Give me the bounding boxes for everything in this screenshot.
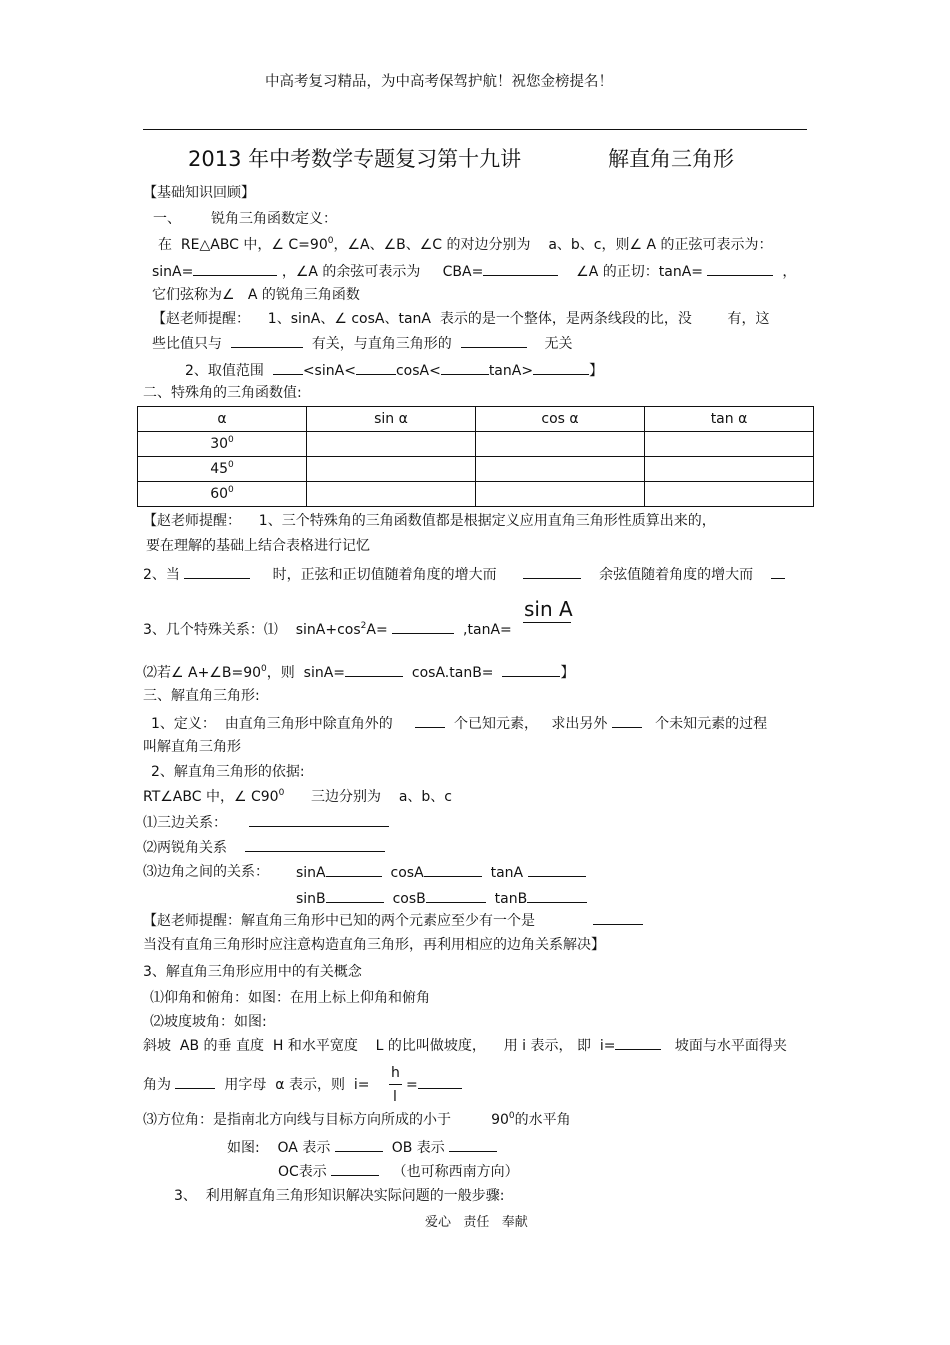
header-sin: sin α — [307, 407, 476, 432]
s3-slope-angle: 角为 用字母 α 表示，则 i= — [143, 1077, 370, 1093]
s1-number: 一、 — [153, 211, 181, 227]
tan-fraction-bar — [523, 622, 571, 623]
s1-range-line: 2、取值范围 <sinA< cosA< tanA> 】 — [185, 363, 604, 379]
answer-cell[interactable] — [645, 457, 814, 482]
slope-fraction-numerator: h — [391, 1065, 400, 1081]
tan-fraction-numerator: sin A — [524, 597, 573, 621]
table-header-row — [138, 407, 814, 432]
table-row — [138, 457, 814, 482]
s3-bearing-oc: OC表示 （也可称西南方向） — [278, 1164, 519, 1180]
s3-side-angle-a: sinA cosA tanA — [296, 863, 586, 882]
s3-definition-continued: 叫解直角三角形 — [143, 739, 241, 755]
section-basic-heading: 【基础知识回顾】 — [143, 185, 255, 201]
s1-tip: 【赵老师提醒： 1、sinA、∠ cosA、tanA 表示的是一个整体，是两条线段的比，没 有，这 — [152, 311, 770, 327]
s2-tip: 【赵老师提醒： 1、三个特殊角的三角函数值都是根据定义应用直角三角形性质算出来的， — [143, 513, 716, 529]
s3-tip-continued: 当没有直角三角形时应注意构造直角三角形，再利用相应的边角关系解决】 — [143, 937, 605, 953]
answer-cell[interactable] — [476, 432, 645, 457]
s3-slope: ⑵坡度坡角：如图: — [150, 1014, 267, 1030]
page-topic: 解直角三角形 — [608, 147, 734, 171]
header-tan: tan α — [645, 407, 814, 432]
s3-side-angle-b: sinB cosB tanB — [296, 889, 587, 908]
header-cos: cos α — [476, 407, 645, 432]
s3-bearing-oa-ob: 如图: OA 表示 OB 表示 — [227, 1138, 497, 1157]
header-alpha: α — [138, 407, 307, 432]
slope-fraction-bar — [389, 1084, 402, 1085]
s1-sin-cos-tan-line: sinA= ，∠A 的余弦可表示为 CBA= ∠A 的正切：tanA= ， — [152, 264, 797, 280]
table-row — [138, 482, 814, 507]
answer-cell[interactable] — [307, 482, 476, 507]
answer-cell[interactable] — [476, 457, 645, 482]
header-rule — [143, 129, 807, 130]
s2-special-relation: 3、几个特殊关系：⑴ $\sin A+\cos^2A=$ ,tanA= — [143, 621, 512, 638]
answer-cell[interactable] — [476, 482, 645, 507]
s3-slope-definition: 斜坡 AB 的垂 直度 H 和水平宽度 L 的比叫做坡度， 用 i 表示， 即 i= 坡面与水平面得夹 — [143, 1038, 787, 1054]
s1-note-line: 它们弦称为∠ A 的锐角三角函数 — [152, 287, 360, 303]
angle-cell: $60^0$ — [138, 482, 307, 507]
s2-complementary-relation: ⑵若∠ $A+\angle B=90^0$，则 sinA= cosA.tanB= 】 — [143, 664, 575, 681]
page-title: 2013 年中考数学专题复习第十九讲 — [188, 147, 522, 171]
angle-cell: $30^0$ — [138, 432, 307, 457]
answer-cell[interactable] — [307, 457, 476, 482]
s3-tip: 【赵老师提醒：解直角三角形中已知的两个元素应至少有一个是 — [143, 911, 643, 930]
special-angle-table — [137, 406, 814, 507]
s3-steps: 3、 利用解直角三角形知识解决实际问题的一般步骤: — [174, 1188, 505, 1204]
s2-heading: 二、特殊角的三角函数值: — [143, 385, 302, 401]
footer-motto: 爱心 责任 奉献 — [425, 1215, 528, 1230]
s3-three-sides: ⑴三边关系： — [143, 813, 389, 832]
slope-answer: = — [406, 1075, 462, 1094]
answer-cell[interactable] — [307, 432, 476, 457]
answer-cell[interactable] — [645, 432, 814, 457]
s3-application-heading: 3、解直角三角形应用中的有关概念 — [143, 964, 362, 980]
s2-tip-continued: 要在理解的基础上结合表格进行记忆 — [146, 538, 370, 554]
header-motto: 中高考复习精品，为中高考保驾护航！祝您金榜提名！ — [265, 74, 613, 90]
angle-cell: $45^0$ — [138, 457, 307, 482]
table-row — [138, 432, 814, 457]
s1-tip-continued: 些比值只与 有关，与直角三角形的 无关 — [152, 336, 573, 352]
s3-heading: 三、解直角三角形: — [143, 688, 260, 704]
s3-bearing: ⑶方位角：是指南北方向线与目标方向所成的小于 $90^0$的水平角 — [143, 1111, 571, 1128]
s1-definition-line: 在 RE△ABC 中，∠ $C=90^0$，∠A、∠B、∠C 的对边分别为 a、b、c，则∠ A 的正弦可表示为： — [158, 236, 773, 253]
answer-cell[interactable] — [645, 482, 814, 507]
s1-heading: 锐角三角函数定义： — [211, 211, 337, 227]
s3-basis: 2、解直角三角形的依据: — [151, 764, 305, 780]
s3-two-acute-angles: ⑵两锐角关系 — [143, 838, 385, 857]
s3-definition: 1、定义： 由直角三角形中除直角外的 个已知元素， 求出另外 个未知元素的过程 — [151, 716, 768, 732]
slope-fraction-denominator: l — [393, 1089, 397, 1105]
s3-rt-triangle: RT∠ABC 中，∠ $C90^0$ 三边分别为 a、b、c — [143, 788, 452, 805]
s2-monotonic-line: 2、当 时，正弦和正切值随着角度的增大而 余弦值随着角度的增大而 — [143, 565, 785, 584]
s3-elevation-depression: ⑴仰角和俯角：如图：在用上标上仰角和俯角 — [150, 990, 430, 1006]
s3-side-angle-label: ⑶边角之间的关系： — [143, 864, 269, 880]
